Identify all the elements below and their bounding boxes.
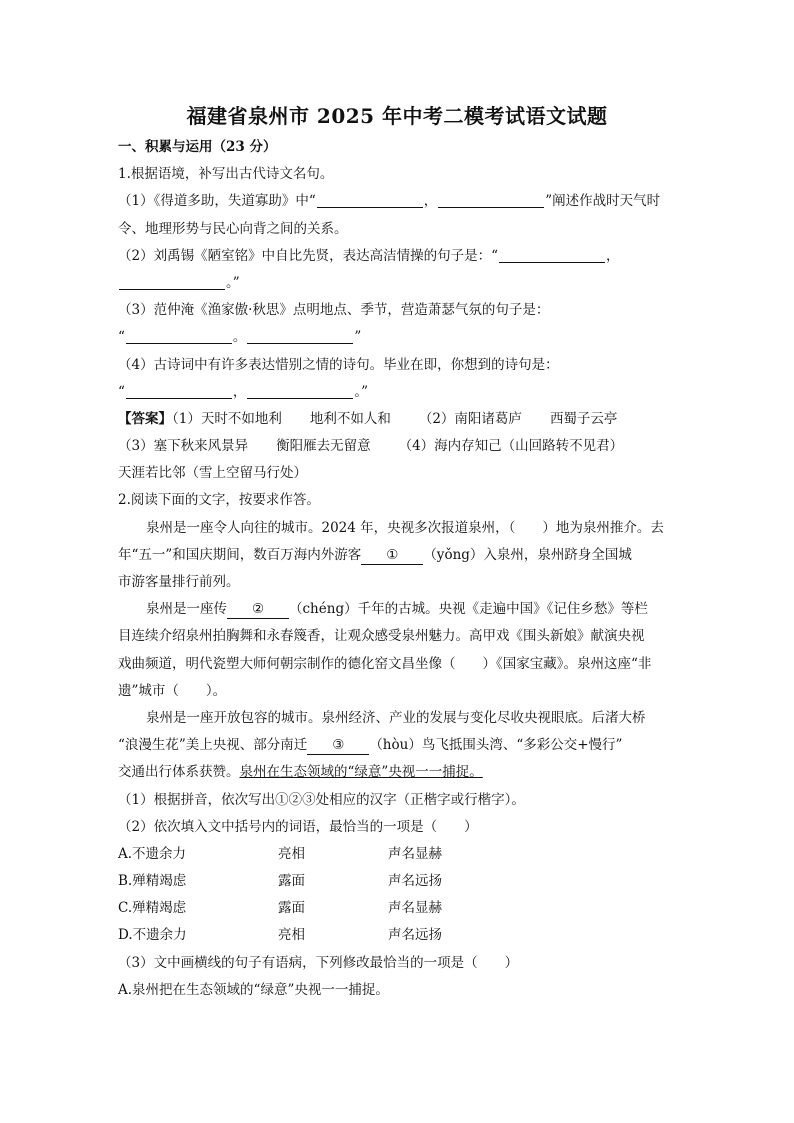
answer-line-1: 【答案】（1）天时不如地利 地利不如人和 （2）南阳诸葛庐 西蜀子云亭 — [118, 410, 618, 427]
page-title: 福建省泉州市 2025 年中考二模考试语文试题 — [186, 104, 608, 128]
sub-question-2: （2）依次填入文中括号内的词语，最恰当的一项是（ ） — [118, 818, 478, 835]
passage-line: 泉州是一座传 ② （chéng）千年的古城。央视《走遍中国》《记住乡愁》等栏 — [146, 601, 648, 618]
option-row[interactable]: C.殚精竭虑 露面 声名显赫 — [118, 900, 442, 917]
fill-blank-2[interactable]: ② — [227, 600, 289, 619]
q1-item-3-line-2: “ 。 ” — [118, 329, 362, 346]
passage-line: 泉州是一座开放包容的城市。泉州经济、产业的发展与变化尽收央视眼底。后渚大桥 — [146, 709, 646, 726]
answer-blank[interactable] — [126, 329, 232, 344]
option-row[interactable]: B.殚精竭虑 露面 声名远扬 — [118, 873, 442, 890]
q1-item-1-line-2: 令、地理形势与民心向背之间的关系。 — [118, 220, 348, 237]
document-body — [118, 134, 674, 1004]
answer-label: 【答案】 — [118, 410, 172, 427]
question-2-stem: 2.阅读下面的文字，按要求作答。 — [118, 492, 320, 509]
passage-line: 交通出行体系获赞。泉州在生态领域的“绿意”央视一一捕捉。 — [118, 764, 483, 781]
q1-item-1-line-1: （1）《得道多助，失道寡助》中“ ， ”阐述作战时天气时 — [118, 193, 661, 210]
option-row[interactable]: A.泉州把在生态领域的“绿意”央视一一捕捉。 — [118, 981, 389, 998]
q1-item-4-line-1: （4）古诗词中有许多表达惜别之情的诗句。毕业在即，你想到的诗句是： — [118, 356, 559, 373]
sub-question-3: （3）文中画横线的句子有语病，下列修改最恰当的一项是（ ） — [118, 954, 519, 971]
q1-item-3-line-1: （3）范仲淹《渔家傲·秋思》点明地点、季节，营造萧瑟气氛的句子是： — [118, 302, 550, 319]
sub-question-1: （1）根据拼音，依次写出①②③处相应的汉字（正楷字或行楷字）。 — [118, 791, 525, 808]
q1-item-2-line-2: 。” — [118, 270, 674, 297]
answer-line-2: （3）塞下秋来风景异 衡阳雁去无留意 （4）海内存知己（山回路转不见君） — [118, 438, 624, 455]
passage-line: “浪漫生花”美上央视、部分南迁 ③ （hòu）鸟飞抵围头湾、“多彩公交+慢行” — [118, 737, 623, 754]
q1-item-4-line-2: “ ， 。” — [118, 383, 369, 400]
fill-blank-1[interactable]: ① — [361, 546, 423, 565]
fill-blank-3[interactable]: ③ — [307, 736, 369, 755]
answer-line-3: 天涯若比邻（雪上空留马行处） — [118, 465, 307, 482]
underlined-sentence: 泉州在生态领域的“绿意”央视一一捕捉。 — [239, 764, 483, 781]
option-row[interactable]: D.不遗余力 亮相 声名远扬 — [118, 927, 442, 944]
passage-line: 年“五一”和国庆期间，数百万海内外游客 ① （yǒng）入泉州，泉州跻身全国城 — [118, 546, 632, 563]
answer-blank[interactable] — [119, 275, 225, 290]
passage-line: 遗”城市（ ）。 — [118, 682, 227, 699]
answer-blank[interactable] — [499, 248, 605, 263]
answer-blank[interactable] — [438, 193, 544, 208]
passage-line: 目连续介绍泉州拍胸舞和永春篾香，让观众感受泉州魅力。高甲戏《围头新娘》献演央视 — [118, 628, 645, 645]
option-row[interactable]: A.不遗余力 亮相 声名显赫 — [118, 845, 442, 862]
answer-blank[interactable] — [247, 384, 353, 399]
passage-line: 泉州是一座令人向往的城市。2024 年，央视多次报道泉州，（ ）地为泉州推介。去 — [146, 519, 664, 536]
answer-blank[interactable] — [317, 193, 423, 208]
q1-item-2-line-1: （2）刘禹锡《陋室铭》中自比先贤，表达高洁情操的句子是：“ ， — [118, 247, 620, 264]
answer-blank[interactable] — [126, 384, 232, 399]
passage-line: 市游客量排行前列。 — [118, 574, 240, 590]
answer-blank[interactable] — [247, 329, 353, 344]
question-1-stem: 1.根据语境，补写出古代诗文名句。 — [118, 166, 334, 183]
passage-line: 戏曲频道，明代瓷塑大师何朝宗制作的德化窑文昌坐像（ ）《国家宝藏》。泉州这座“非 — [118, 655, 652, 672]
section-heading: 一、积累与运用（23 分） — [118, 139, 277, 155]
